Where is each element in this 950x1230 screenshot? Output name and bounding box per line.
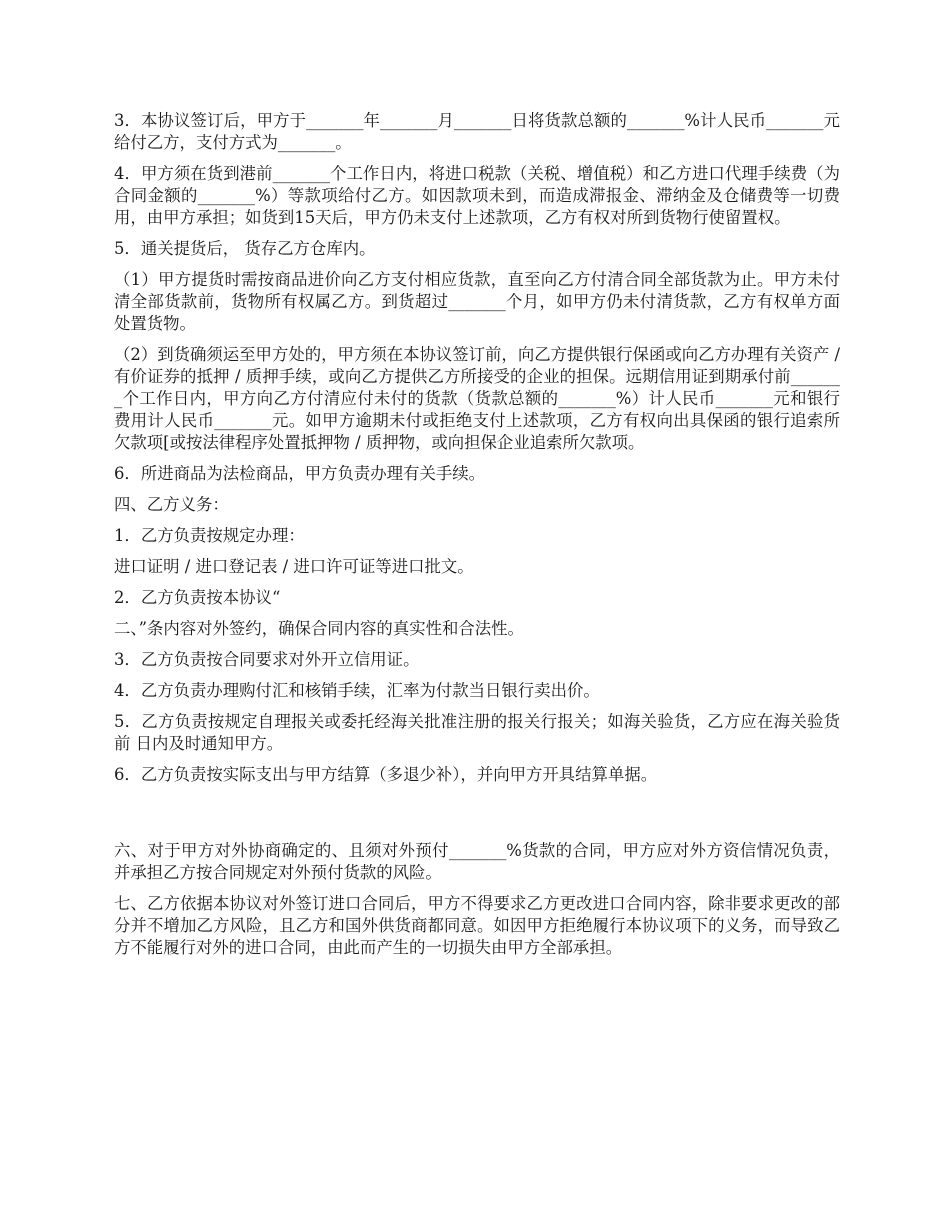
section-spacer xyxy=(114,795,840,840)
clause-5-1-pickup: （1）甲方提货时需按商品进价向乙方支付相应货款，直至向乙方付清合同全部货款为止。甲方未付清全部货款前，货物所有权属乙方。到货超过_______个月，如甲方仍未付清货款，乙方有权单方面处置货物。 xyxy=(114,270,840,333)
document-body xyxy=(114,110,840,968)
duty-6: 6．乙方负责按实际支出与甲方结算（多退少补），并向甲方开具结算单据。 xyxy=(114,765,658,784)
duty-2-continued: 二、”条内容对外签约，确保合同内容的真实性和合法性。 xyxy=(114,619,524,638)
duty-1: 1．乙方负责按规定办理： xyxy=(114,526,305,545)
clause-seven-contract-changes: 七、乙方依据本协议对外签订进口合同后，甲方不得要求乙方更改进口合同内容，除非要求更改的部分并不增加乙方风险，且乙方和国外供货商都同意。如因甲方拒绝履行本协议项下的义务，而导致乙方不能履行对外的进口合同，由此而产生的一切损失由甲方全部承担。 xyxy=(114,894,840,957)
duty-1-documents: 进口证明 / 进口登记表 / 进口许可证等进口批文。 xyxy=(114,557,474,576)
clause-5-2-delivery: （2）到货确须运至甲方处的，甲方须在本协议签订前，向乙方提供银行保函或向乙方办理有关资产 / 有价证券的抵押 / 质押手续，或向乙方提供乙方所接受的企业的担保。远期信用证到期承付前_______个工作日内，甲方向乙方付清应付未付的货款（货款总额的_______%）计人民币_______元和银行费用计人民币_______元。如甲方逾期未付或拒绝支付上述款项，乙方有权向出具保函的银行追索所欠款项[或按法律程序处置抵押物 / 质押物，或向担保企业追索所欠款项。 xyxy=(114,345,840,452)
duty-2: 2．乙方负责按本协议“ xyxy=(114,588,281,607)
section-heading-party-b-duties: 四、乙方义务： xyxy=(114,495,229,514)
clause-3-payment: 3．本协议签订后，甲方于_______年_______月_______日将货款总额的_______%计人民币_______元给付乙方，支付方式为_______。 xyxy=(114,111,840,152)
clause-4-taxes: 4．甲方须在货到港前_______个工作日内，将进口税款（关税、增值税）和乙方进口代理手续费（为合同金额的_______%）等款项给付乙方。如因款项未到，而造成滞报金、滞纳金及仓储费等一切费用，由甲方承担；如货到15天后，甲方仍未支付上述款项，乙方有权对所到货物行使留置权。 xyxy=(114,164,840,227)
duty-3: 3．乙方负责按合同要求对外开立信用证。 xyxy=(114,650,420,669)
duty-5: 5．乙方负责按规定自理报关或委托经海关批准注册的报关行报关；如海关验货，乙方应在海关验货前 日内及时通知甲方。 xyxy=(114,712,840,753)
duty-4: 4．乙方负责办理购付汇和核销手续，汇率为付款当日银行卖出价。 xyxy=(114,681,600,700)
clause-6-inspection: 6．所进商品为法检商品，甲方负责办理有关手续。 xyxy=(114,464,486,483)
clause-six-prepayment: 六、对于甲方对外协商确定的、且须对外预付_______%货款的合同，甲方应对外方资信情况负责，并承担乙方按合同规定对外预付货款的风险。 xyxy=(114,841,840,882)
clause-5-storage: 5．通关提货后， 货存乙方仓库内。 xyxy=(114,239,376,258)
